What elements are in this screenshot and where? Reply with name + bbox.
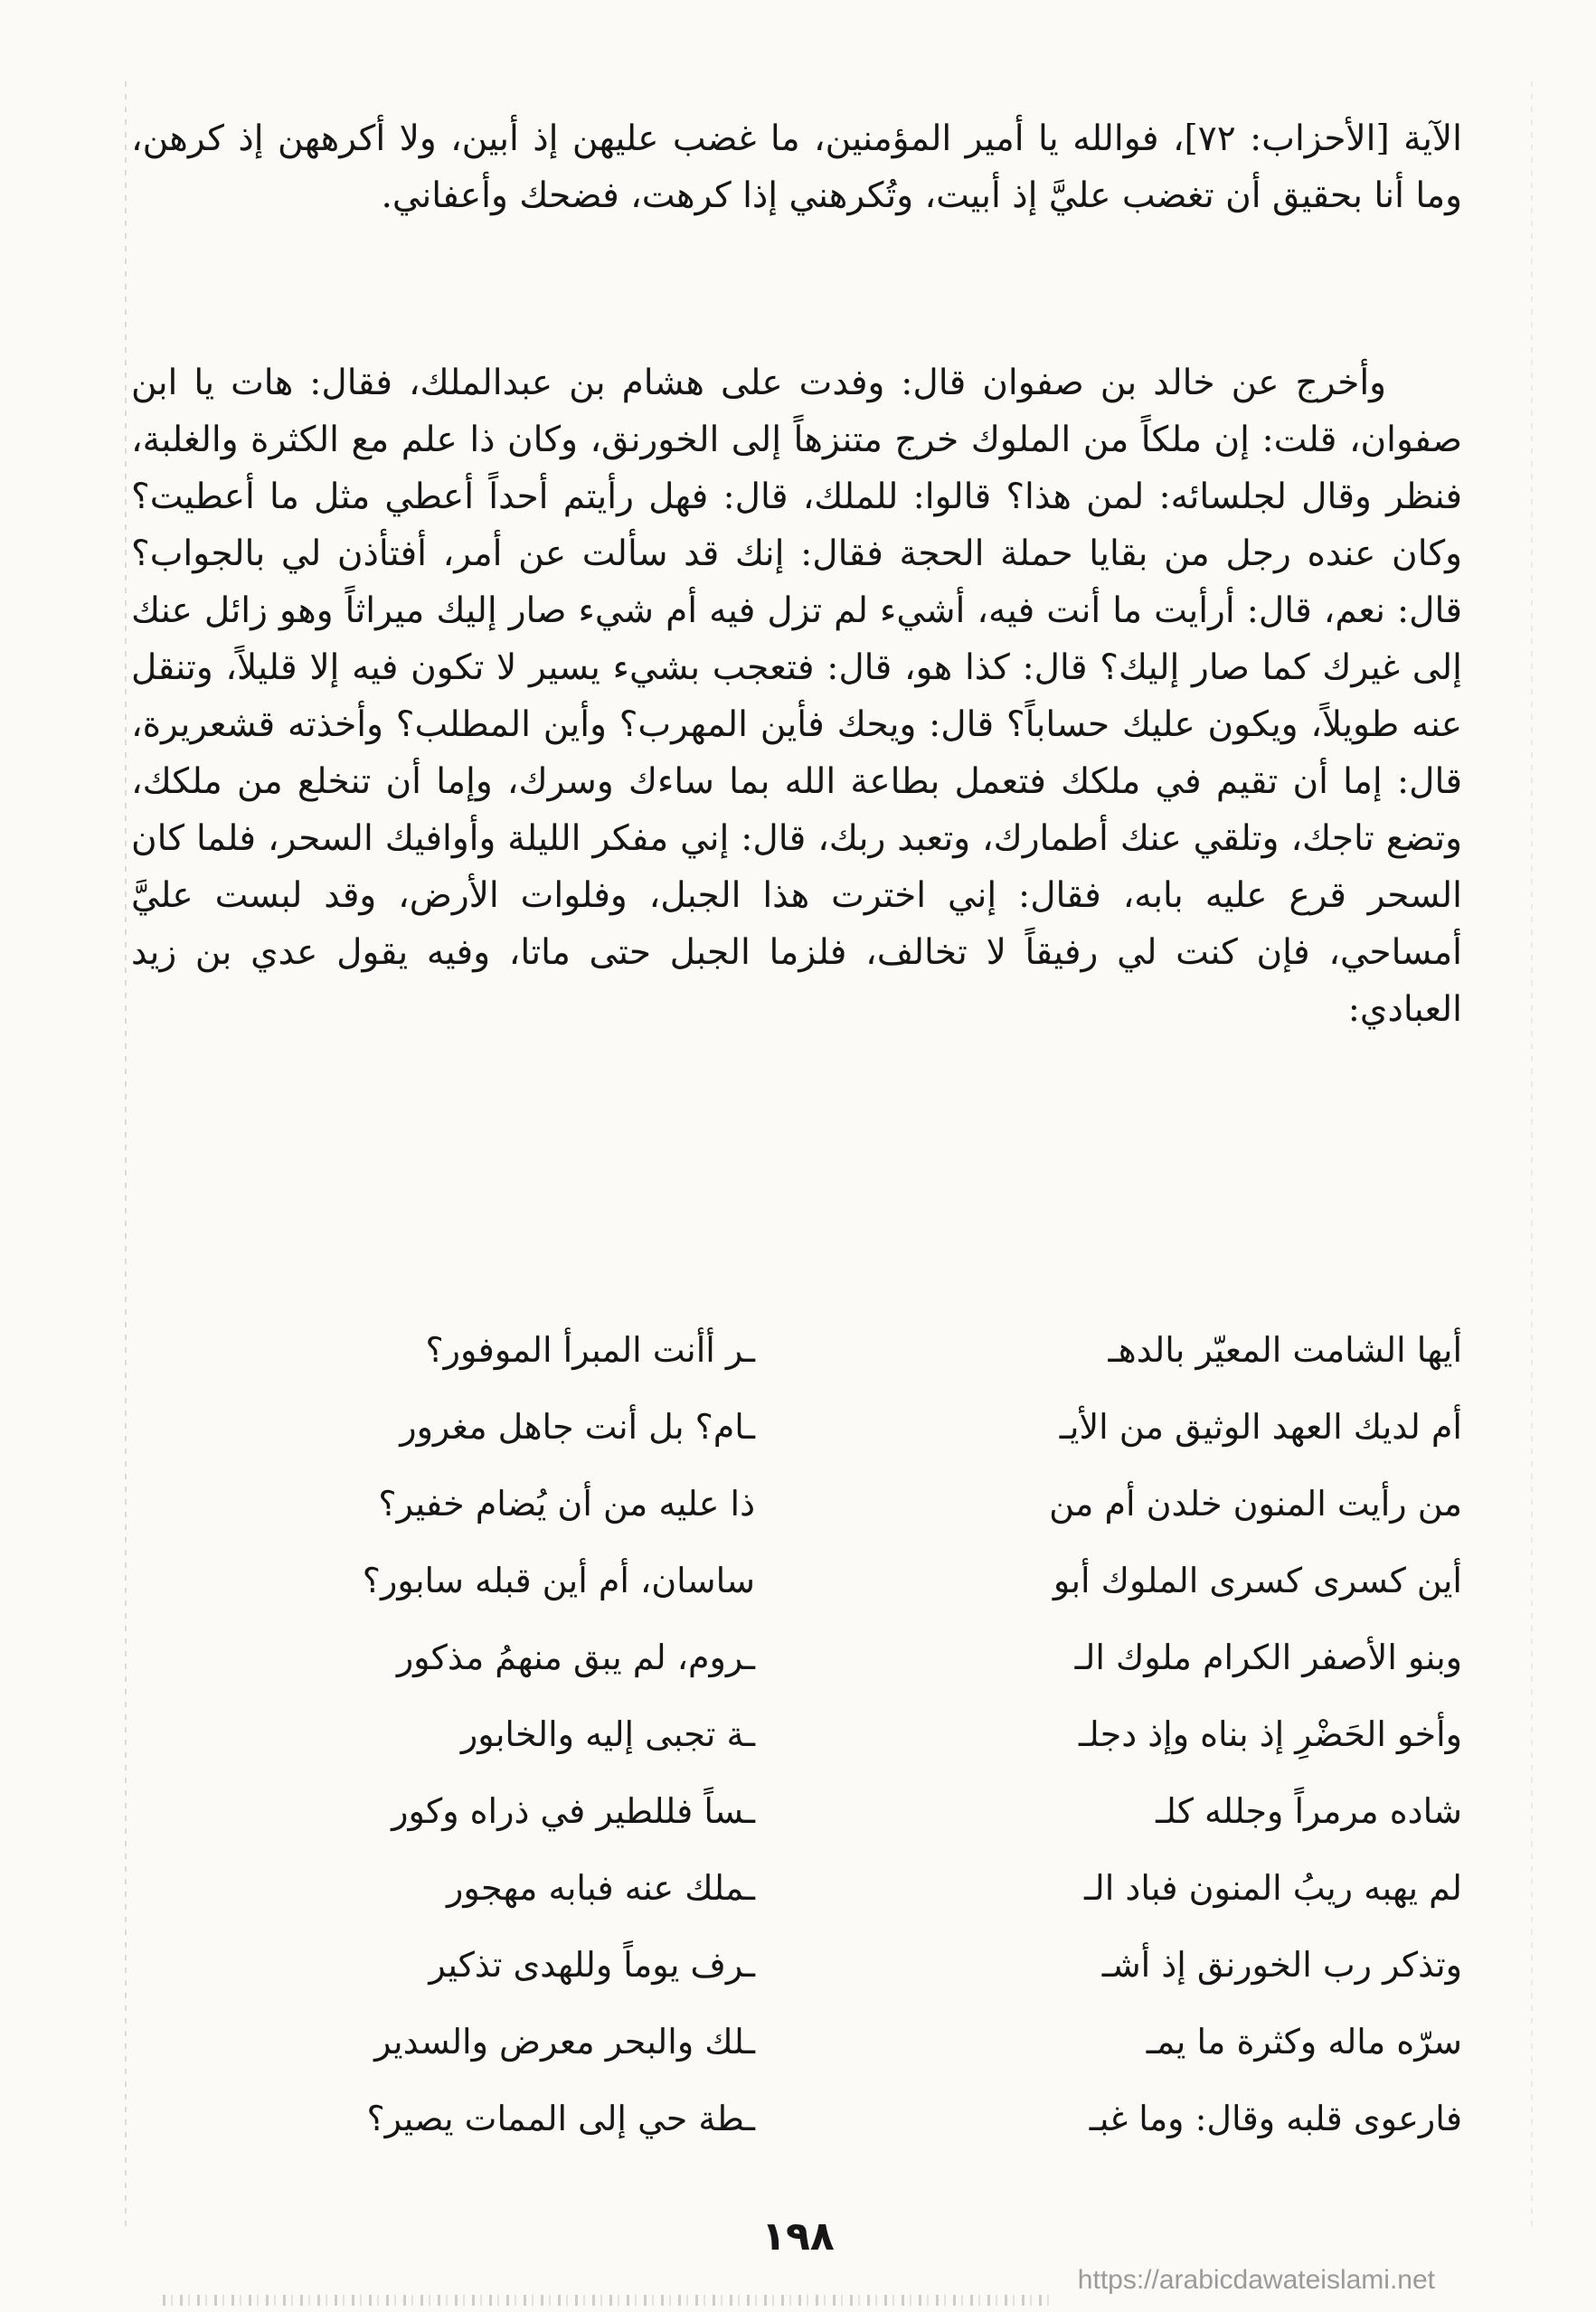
text-line: الآية [الأحزاب: ٧٢]، فوالله يا أمير المؤمنين، ما غضب عليهن إذ أبين، ولا أكرههن <box>278 118 1462 159</box>
paragraph-1 <box>131 110 1462 224</box>
verse-second-hemistich: ـرف يوماً وللهدى تذكير <box>429 1944 755 1985</box>
verse-first-hemistich: وبنو الأصفر الكرام ملوك الـ <box>1074 1637 1462 1677</box>
paragraph-2-text <box>131 354 1462 1038</box>
text-line: عن أمر، أفتأذن لي بالجواب؟ قال: نعم، قال: أرأيت ما أنت فيه، أشيء لم تزل فيه <box>131 533 1462 631</box>
verse <box>131 2003 1462 2080</box>
verse <box>131 1542 1462 1618</box>
watermark-url: https://arabicdawateislami.net <box>1077 2265 1435 2295</box>
scan-noise <box>163 2295 1049 2306</box>
text-line: تقيم في ملكك فتعمل بطاعة الله بما ساءك وسرك، وإما أن تنخلع من ملكك، وتضع <box>131 761 1462 859</box>
verse-first-hemistich: لم يهبه ريبُ المنون فباد الـ <box>1084 1867 1462 1908</box>
verse <box>131 1388 1462 1465</box>
verse-first-hemistich: أيها الشامت المعيّر بالدهـ <box>1108 1329 1462 1370</box>
paragraph-2 <box>131 354 1462 1038</box>
verse-second-hemistich: ـملك عنه فبابه مهجور <box>447 1867 755 1908</box>
text-line: أعطي مثل ما أعطيت؟ وكان عنده رجل من بقايا حملة الحجة فقال: إنك قد سألت <box>131 477 1462 574</box>
text-line: إذ كرهن، وما أنا بحقيق أن تغضب عليَّ إذ أبيت، وتُكرهني إذا كرهت، فضحك <box>131 118 1462 216</box>
verse <box>131 1849 1462 1926</box>
verse <box>131 1465 1462 1542</box>
text-line: يا ابن صفوان، قلت: إن ملكاً من الملوك خرج متنزهاً إلى الخورنق، وكان ذا علم مع <box>131 363 1463 460</box>
verse <box>131 2080 1462 2156</box>
verse <box>131 1311 1462 1388</box>
text-line: أم شيء صار إليك ميراثاً وهو زائل عنك إلى غيرك كما صار إليك؟ قال: كذا هو، <box>131 590 1463 688</box>
verse-second-hemistich: ـلك والبحر معرض والسدير <box>374 2021 755 2062</box>
text-line: عدي بن زيد العبادي: <box>131 932 1462 1030</box>
text-line: الكثرة والغلبة، فنظر وقال لجلسائه: لمن هذا؟ قالوا: للملك، قال: فهل رأيتم أحداً <box>131 420 1463 517</box>
text-line: حساباً؟ قال: ويحك فأين المهرب؟ وأين المطلب؟ وأخذته قشعريرة، قال: إما أن <box>131 704 1462 802</box>
verse-first-hemistich: وأخو الحَضْرِ إذ بناه وإذ دجلـ <box>1079 1713 1462 1754</box>
verse-first-hemistich: أين كسرى كسرى الملوك أبو <box>1053 1560 1462 1600</box>
verse-first-hemistich: فارعوى قلبه وقال: وما غبـ <box>1089 2098 1462 2138</box>
poem <box>131 1311 1462 2156</box>
verse-first-hemistich: من رأيت المنون خلدن أم من <box>1049 1483 1462 1524</box>
page-number: ١٩٨ <box>761 2213 835 2260</box>
verse-second-hemistich: ساسان، أم أين قبله سابور؟ <box>362 1560 755 1600</box>
text-line: تاجك، وتلقي عنك أطمارك، وتعبد ربك، قال: إني مفكر الليلة وأوافيك السحر، <box>267 818 1374 859</box>
verse-second-hemistich: ـام؟ بل أنت جاهل مغرور <box>400 1406 755 1447</box>
verse-second-hemistich: ذا عليه من أن يُضام خفير؟ <box>378 1483 755 1524</box>
verse <box>131 1618 1462 1695</box>
verse-first-hemistich: شاده مرمراً وجلله كلـ <box>1156 1790 1462 1831</box>
text-line: وأعفاني. <box>381 175 508 216</box>
text-line: قال: فتعجب بشيء يسير لا تكون فيه إلا قليلاً، وتنقل عنه طويلاً، ويكون عليك <box>131 647 1462 745</box>
scan-edge-left <box>125 81 127 2233</box>
text-line: فلما كان السحر قرع عليه بابه، فقال: إني اخترت هذا الجبل، وفلوات الأرض، وقد <box>131 818 1462 916</box>
text-line: وأخرج عن خالد بن صفوان قال: وفدت على هشام بن عبدالملك، فقال: هات <box>231 363 1386 403</box>
verse-first-hemistich: سرّه ماله وكثرة ما يمـ <box>1146 2021 1462 2062</box>
verse-second-hemistich: ـساً فللطير في ذراه وكور <box>392 1790 755 1831</box>
scan-edge-right <box>1531 81 1533 2233</box>
verse-second-hemistich: ـروم، لم يبق منهمُ مذكور <box>396 1637 755 1677</box>
verse-second-hemistich: ـطة حي إلى الممات يصير؟ <box>366 2098 755 2138</box>
text-line: لبست عليَّ أمساحي، فإن كنت لي رفيقاً لا تخالف، فلزما الجبل حتى ماتا، وفيه يقول <box>131 875 1462 973</box>
paragraph-1-text <box>131 110 1462 224</box>
verse-first-hemistich: أم لديك العهد الوثيق من الأيـ <box>1059 1406 1462 1447</box>
verse-first-hemistich: وتذكر رب الخورنق إذ أشـ <box>1101 1944 1462 1985</box>
verse <box>131 1695 1462 1772</box>
verse-second-hemistich: ـة تجبى إليه والخابور <box>460 1713 755 1754</box>
verse-second-hemistich: ـر أأنت المبرأ الموفور؟ <box>425 1329 755 1370</box>
verse <box>131 1926 1462 2003</box>
verse <box>131 1772 1462 1849</box>
